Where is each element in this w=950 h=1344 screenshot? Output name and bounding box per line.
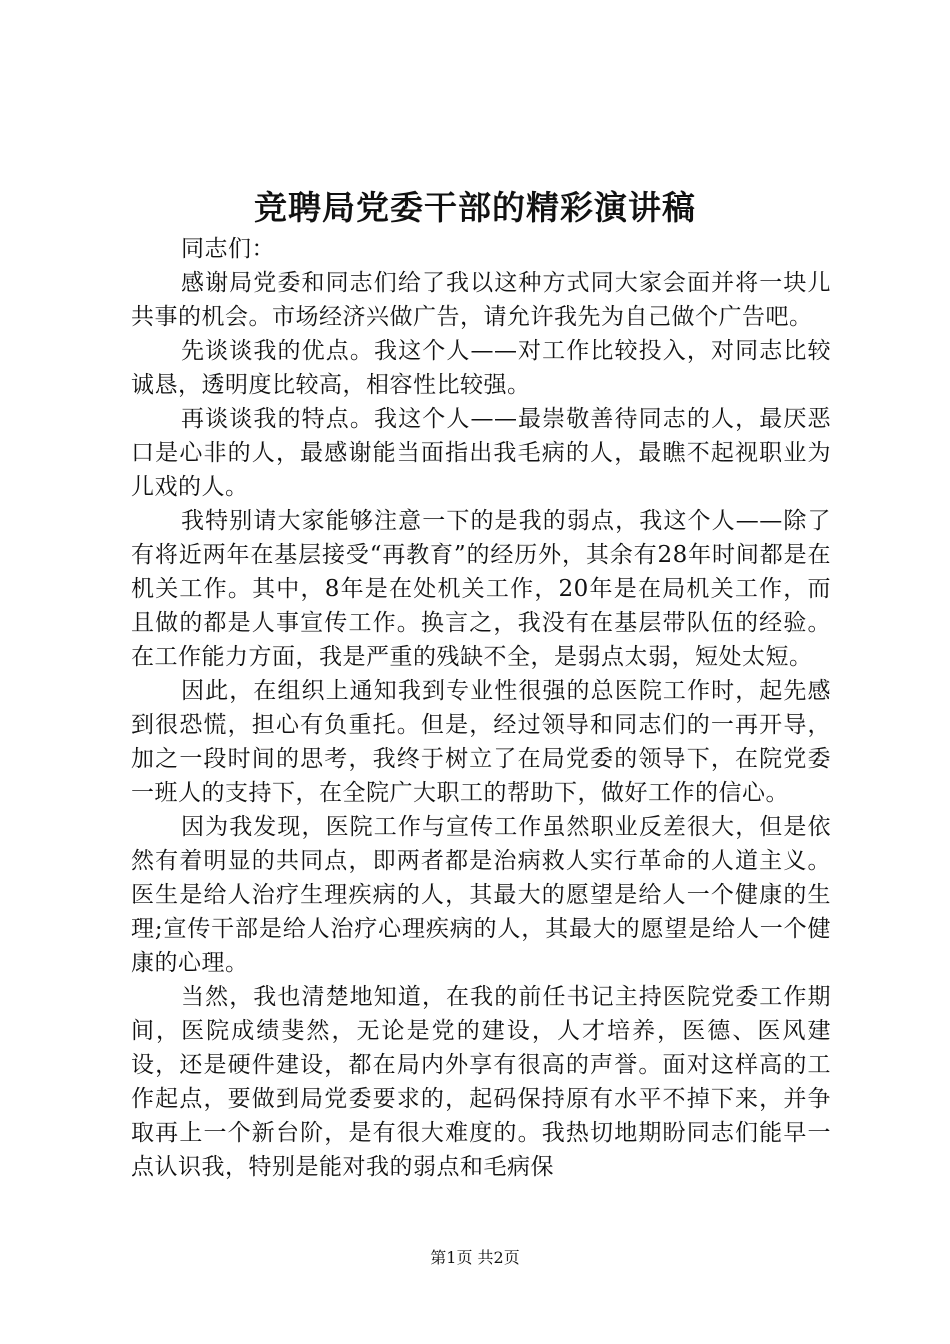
salutation: 同志们： bbox=[181, 236, 275, 262]
document-body bbox=[131, 232, 831, 1184]
paragraph-7: 当然，我也清楚地知道，在我的前任书记主持医院党委工作期间，医院成绩斐然，无论是党的建设，人才培养，医德、医风建设，还是硬件建设，都在局内外享有很高的声誉。面对这样高的工作起点，要做到局党委要求的，起码保持原有水平不掉下来，并争取再上一个新台阶，是有很大难度的。我热切地期盼同志们能早一点认识我，特别是能对我的弱点和毛病保 bbox=[131, 984, 831, 1180]
paragraph-2: 先谈谈我的优点。我这个人——对工作比较投入，对同志比较诚恳，透明度比较高，相容性比较强。 bbox=[131, 338, 831, 398]
paragraph-3: 再谈谈我的特点。我这个人——最崇敬善待同志的人，最厌恶口是心非的人，最感谢能当面指出我毛病的人，最瞧不起视职业为儿戏的人。 bbox=[131, 406, 831, 500]
document-title: 竞聘局党委干部的精彩演讲稿 bbox=[254, 188, 696, 227]
paragraph-5: 因此，在组织上通知我到专业性很强的总医院工作时，起先感到很恐慌，担心有负重托。但是，经过领导和同志们的一再开导，加之一段时间的思考，我终于树立了在局党委的领导下，在院党委一班人的支持下，在全院广大职工的帮助下，做好工作的信心。 bbox=[131, 678, 831, 806]
paragraph-4: 我特别请大家能够注意一下的是我的弱点，我这个人——除了有将近两年在基层接受“再教育”的经历外，其余有28年时间都是在机关工作。其中，8年是在处机关工作，20年是在局机关工作，而且做的都是人事宣传工作。换言之，我没有在基层带队伍的经验。在工作能力方面，我是严重的残缺不全，是弱点太弱，短处太短。 bbox=[131, 508, 831, 670]
paragraph-6: 因为我发现，医院工作与宣传工作虽然职业反差很大，但是依然有着明显的共同点，即两者都是治病救人实行革命的人道主义。医生是给人治疗生理疾病的人，其最大的愿望是给人一个健康的生理;宣传干部是给人治疗心理疾病的人，其最大的愿望是给人一个健康的心理。 bbox=[131, 814, 831, 976]
paragraph-1: 感谢局党委和同志们给了我以这种方式同大家会面并将一块儿共事的机会。市场经济兴做广告，请允许我先为自己做个广告吧。 bbox=[131, 270, 831, 330]
page-number-footer: 第1页 共2页 bbox=[430, 1248, 520, 1267]
